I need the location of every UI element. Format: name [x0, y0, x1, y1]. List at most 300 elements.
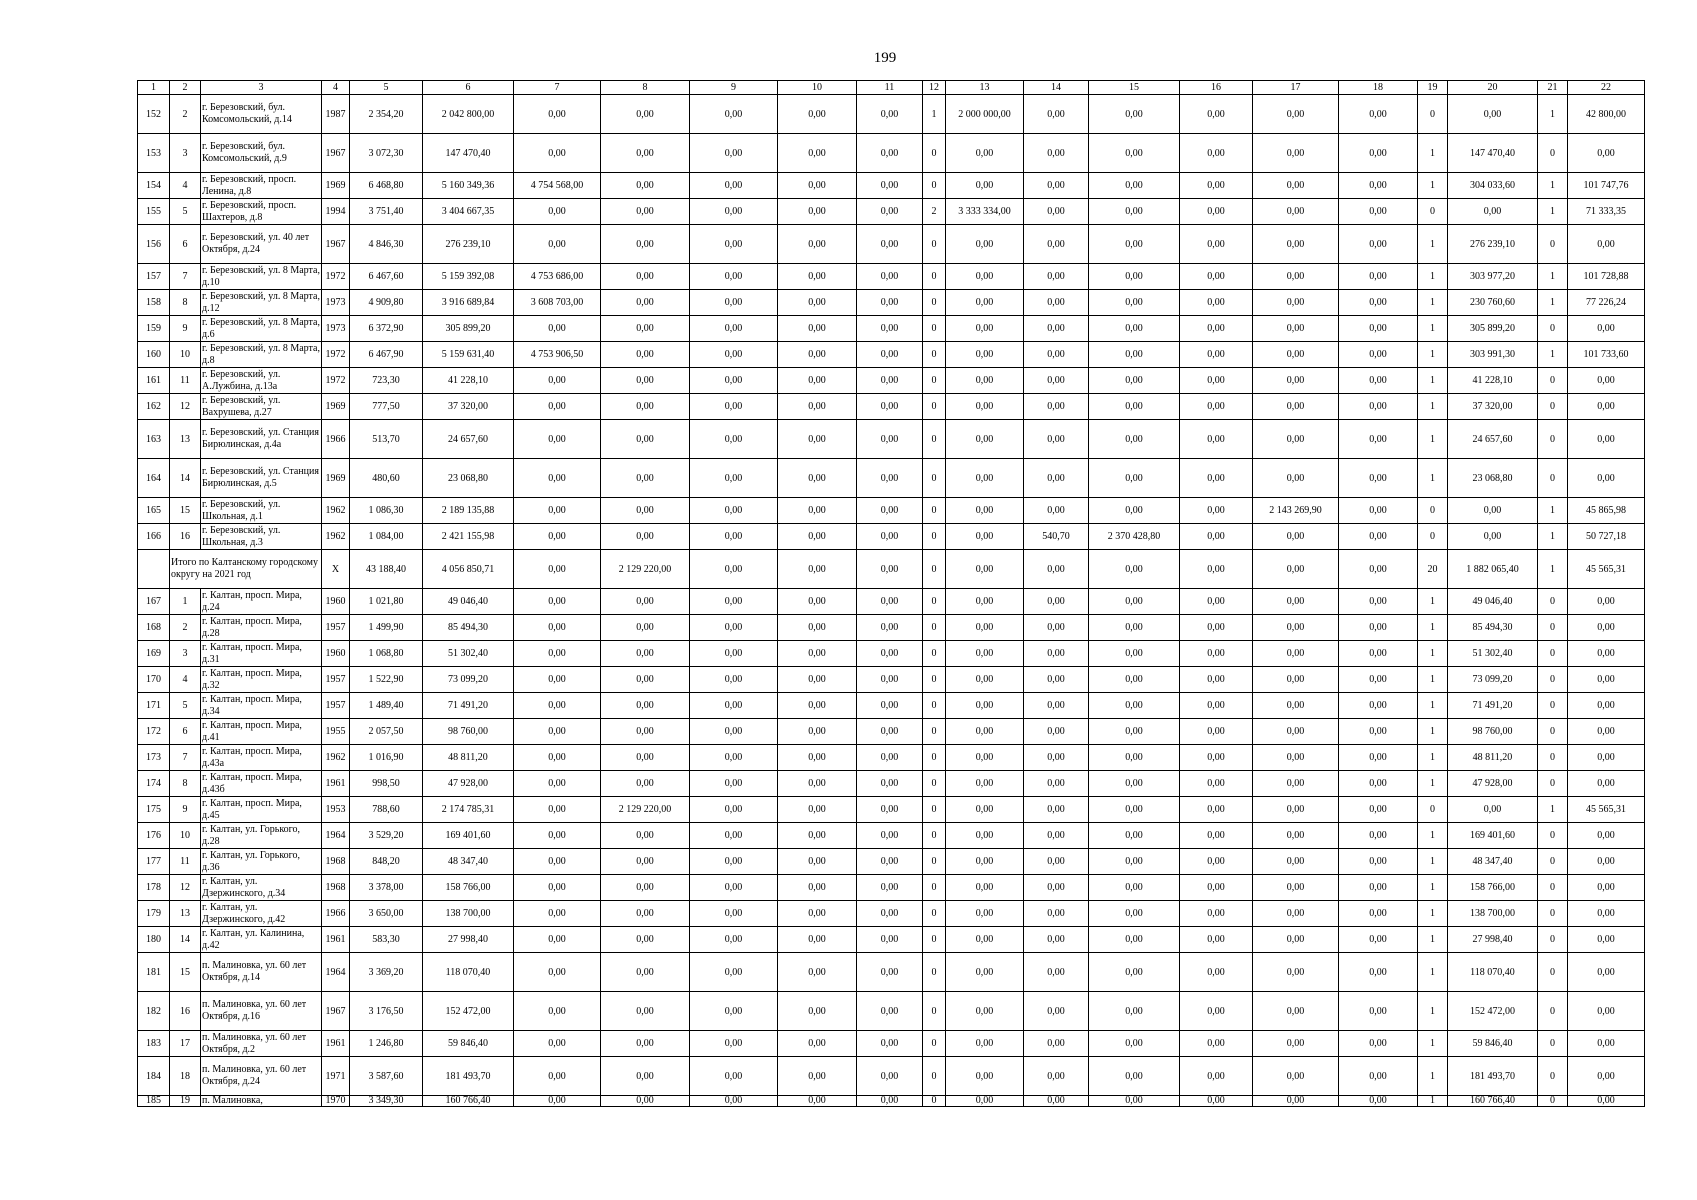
cell-col-1: 165: [138, 498, 170, 524]
cell-col-19: 1: [1418, 875, 1448, 901]
cell-col-10: 0,00: [778, 420, 857, 459]
cell-col-11: 0,00: [857, 199, 923, 225]
cell-col-1: [138, 550, 170, 589]
cell-col-9: 0,00: [690, 927, 778, 953]
total-label: Итого по Калтанскому городскому округу на 2021 год: [170, 550, 322, 589]
cell-col-18: 0,00: [1339, 667, 1418, 693]
cell-col-7: 0,00: [514, 316, 601, 342]
cell-col-21: 0: [1538, 1057, 1568, 1096]
cell-col-19: 1: [1418, 849, 1448, 875]
cell-col-20: 0,00: [1448, 797, 1538, 823]
cell-col-4: 1962: [322, 745, 350, 771]
cell-col-15: 0,00: [1089, 745, 1180, 771]
cell-col-22: 0,00: [1568, 667, 1645, 693]
cell-col-22: 71 333,35: [1568, 199, 1645, 225]
cell-col-16: 0,00: [1180, 589, 1253, 615]
address-cell: г. Березовский, просп. Шахтеров, д.8: [201, 199, 322, 225]
cell-col-21: 1: [1538, 498, 1568, 524]
cell-col-8: 0,00: [601, 199, 690, 225]
cell-col-5: 2 354,20: [350, 95, 423, 134]
cell-col-11: 0,00: [857, 901, 923, 927]
cell-col-2: 18: [170, 1057, 201, 1096]
cell-col-1: 157: [138, 264, 170, 290]
cell-col-6: 98 760,00: [423, 719, 514, 745]
cell-col-12: 0: [923, 394, 946, 420]
cell-col-8: 0,00: [601, 823, 690, 849]
cell-col-17: 0,00: [1253, 134, 1339, 173]
cell-col-14: 0,00: [1024, 823, 1089, 849]
cell-col-6: 71 491,20: [423, 693, 514, 719]
cell-col-18: 0,00: [1339, 498, 1418, 524]
cell-col-14: 0,00: [1024, 719, 1089, 745]
cell-col-18: 0,00: [1339, 368, 1418, 394]
cell-col-21: 0: [1538, 641, 1568, 667]
cell-col-10: 0,00: [778, 771, 857, 797]
cell-col-5: 513,70: [350, 420, 423, 459]
cell-col-4: 1964: [322, 953, 350, 992]
cell-col-4: 1957: [322, 615, 350, 641]
cell-col-17: 0,00: [1253, 524, 1339, 550]
cell-col-22: 45 565,31: [1568, 550, 1645, 589]
cell-col-5: 3 072,30: [350, 134, 423, 173]
cell-col-16: 0,00: [1180, 823, 1253, 849]
address-cell: г. Калтан, просп. Мира, д.41: [201, 719, 322, 745]
cell-col-7: 0,00: [514, 498, 601, 524]
cell-col-17: 2 143 269,90: [1253, 498, 1339, 524]
cell-col-8: 0,00: [601, 953, 690, 992]
cell-col-13: 0,00: [946, 498, 1024, 524]
table-row: [138, 1096, 1645, 1107]
address-cell: г. Калтан, просп. Мира, д.34: [201, 693, 322, 719]
cell-col-21: 0: [1538, 1096, 1568, 1107]
cell-col-2: 11: [170, 368, 201, 394]
cell-col-18: 0,00: [1339, 823, 1418, 849]
cell-col-21: 0: [1538, 316, 1568, 342]
address-cell: г. Березовский, ул. Станция Бирюлинская, д.5: [201, 459, 322, 498]
table-row: [138, 667, 1645, 693]
cell-col-22: 0,00: [1568, 134, 1645, 173]
cell-col-8: 0,00: [601, 1031, 690, 1057]
table-body: [138, 95, 1645, 1107]
cell-col-16: 0,00: [1180, 927, 1253, 953]
cell-col-16: 0,00: [1180, 615, 1253, 641]
table-row: [138, 992, 1645, 1031]
cell-col-2: 1: [170, 589, 201, 615]
cell-col-16: 0,00: [1180, 1057, 1253, 1096]
cell-col-7: 0,00: [514, 368, 601, 394]
cell-col-20: 73 099,20: [1448, 667, 1538, 693]
cell-col-21: 0: [1538, 134, 1568, 173]
cell-col-21: 1: [1538, 173, 1568, 199]
address-cell: г. Калтан, ул. Дзержинского, д.34: [201, 875, 322, 901]
cell-col-21: 1: [1538, 342, 1568, 368]
cell-col-2: 2: [170, 95, 201, 134]
column-header-18: 18: [1339, 81, 1418, 95]
cell-col-6: 160 766,40: [423, 1096, 514, 1107]
cell-col-12: 0: [923, 498, 946, 524]
cell-col-16: 0,00: [1180, 641, 1253, 667]
cell-col-8: 0,00: [601, 719, 690, 745]
cell-col-7: 0,00: [514, 875, 601, 901]
column-header-2: 2: [170, 81, 201, 95]
cell-col-8: 0,00: [601, 589, 690, 615]
cell-col-12: 0: [923, 745, 946, 771]
cell-col-2: 9: [170, 797, 201, 823]
cell-col-14: 0,00: [1024, 95, 1089, 134]
cell-col-19: 1: [1418, 992, 1448, 1031]
cell-col-14: 0,00: [1024, 641, 1089, 667]
cell-col-16: 0,00: [1180, 875, 1253, 901]
address-cell: г. Березовский, ул. Вахрушева, д.27: [201, 394, 322, 420]
cell-col-1: 175: [138, 797, 170, 823]
cell-col-10: 0,00: [778, 524, 857, 550]
cell-col-11: 0,00: [857, 1096, 923, 1107]
cell-col-18: 0,00: [1339, 342, 1418, 368]
cell-col-20: 181 493,70: [1448, 1057, 1538, 1096]
column-header-1: 1: [138, 81, 170, 95]
cell-col-13: 0,00: [946, 641, 1024, 667]
cell-col-8: 0,00: [601, 420, 690, 459]
table-row: [138, 498, 1645, 524]
cell-col-5: 998,50: [350, 771, 423, 797]
cell-col-7: 0,00: [514, 1096, 601, 1107]
cell-col-11: 0,00: [857, 134, 923, 173]
cell-col-19: 1: [1418, 719, 1448, 745]
cell-col-22: 0,00: [1568, 316, 1645, 342]
cell-col-9: 0,00: [690, 134, 778, 173]
cell-col-6: 3 916 689,84: [423, 290, 514, 316]
cell-col-10: 0,00: [778, 901, 857, 927]
cell-col-11: 0,00: [857, 875, 923, 901]
cell-col-8: 0,00: [601, 641, 690, 667]
cell-col-18: 0,00: [1339, 615, 1418, 641]
cell-col-6: 2 421 155,98: [423, 524, 514, 550]
cell-col-6: 4 056 850,71: [423, 550, 514, 589]
cell-col-18: 0,00: [1339, 1031, 1418, 1057]
cell-col-4: 1967: [322, 134, 350, 173]
cell-col-10: 0,00: [778, 173, 857, 199]
cell-col-10: 0,00: [778, 368, 857, 394]
cell-col-10: 0,00: [778, 1031, 857, 1057]
cell-col-2: 7: [170, 264, 201, 290]
cell-col-13: 0,00: [946, 771, 1024, 797]
cell-col-9: 0,00: [690, 797, 778, 823]
column-header-9: 9: [690, 81, 778, 95]
cell-col-15: 0,00: [1089, 953, 1180, 992]
cell-col-5: 3 378,00: [350, 875, 423, 901]
cell-col-12: 0: [923, 615, 946, 641]
cell-col-4: 1972: [322, 342, 350, 368]
cell-col-8: 0,00: [601, 264, 690, 290]
cell-col-18: 0,00: [1339, 953, 1418, 992]
cell-col-7: 0,00: [514, 719, 601, 745]
cell-col-2: 14: [170, 927, 201, 953]
cell-col-9: 0,00: [690, 420, 778, 459]
cell-col-8: 2 129 220,00: [601, 550, 690, 589]
table-row: [138, 134, 1645, 173]
cell-col-7: 0,00: [514, 797, 601, 823]
housing-registry-table: [137, 80, 1645, 1107]
table-row: [138, 615, 1645, 641]
cell-col-16: 0,00: [1180, 992, 1253, 1031]
cell-col-14: 0,00: [1024, 199, 1089, 225]
cell-col-13: 0,00: [946, 368, 1024, 394]
cell-col-6: 85 494,30: [423, 615, 514, 641]
cell-col-19: 1: [1418, 953, 1448, 992]
cell-col-6: 37 320,00: [423, 394, 514, 420]
column-header-22: 22: [1568, 81, 1645, 95]
cell-col-12: 0: [923, 641, 946, 667]
cell-col-13: 0,00: [946, 992, 1024, 1031]
cell-col-7: 0,00: [514, 1057, 601, 1096]
cell-col-17: 0,00: [1253, 667, 1339, 693]
cell-col-22: 77 226,24: [1568, 290, 1645, 316]
cell-col-20: 303 991,30: [1448, 342, 1538, 368]
cell-col-2: 11: [170, 849, 201, 875]
cell-col-13: 3 333 334,00: [946, 199, 1024, 225]
address-cell: г. Калтан, просп. Мира, д.31: [201, 641, 322, 667]
cell-col-8: 0,00: [601, 134, 690, 173]
cell-col-9: 0,00: [690, 225, 778, 264]
cell-col-19: 1: [1418, 693, 1448, 719]
column-header-7: 7: [514, 81, 601, 95]
cell-col-13: 0,00: [946, 1031, 1024, 1057]
cell-col-18: 0,00: [1339, 1096, 1418, 1107]
cell-col-9: 0,00: [690, 173, 778, 199]
cell-col-20: 23 068,80: [1448, 459, 1538, 498]
cell-col-7: 4 753 906,50: [514, 342, 601, 368]
cell-col-9: 0,00: [690, 342, 778, 368]
cell-col-15: 0,00: [1089, 719, 1180, 745]
cell-col-8: 0,00: [601, 394, 690, 420]
cell-col-10: 0,00: [778, 797, 857, 823]
cell-col-1: 154: [138, 173, 170, 199]
cell-col-17: 0,00: [1253, 394, 1339, 420]
cell-col-10: 0,00: [778, 550, 857, 589]
cell-col-22: 0,00: [1568, 459, 1645, 498]
cell-col-22: 45 565,31: [1568, 797, 1645, 823]
cell-col-13: 0,00: [946, 225, 1024, 264]
cell-col-1: 181: [138, 953, 170, 992]
cell-col-6: 49 046,40: [423, 589, 514, 615]
cell-col-9: 0,00: [690, 771, 778, 797]
cell-col-16: 0,00: [1180, 459, 1253, 498]
cell-col-16: 0,00: [1180, 173, 1253, 199]
cell-col-6: 138 700,00: [423, 901, 514, 927]
cell-col-6: 181 493,70: [423, 1057, 514, 1096]
cell-col-7: 0,00: [514, 745, 601, 771]
cell-col-7: 0,00: [514, 927, 601, 953]
cell-col-18: 0,00: [1339, 927, 1418, 953]
address-cell: г. Березовский, ул. 8 Марта, д.10: [202, 264, 320, 288]
cell-col-11: 0,00: [857, 615, 923, 641]
cell-col-17: 0,00: [1253, 771, 1339, 797]
cell-col-9: 0,00: [690, 823, 778, 849]
cell-col-1: 173: [138, 745, 170, 771]
cell-col-11: 0,00: [857, 745, 923, 771]
cell-col-14: 0,00: [1024, 498, 1089, 524]
cell-col-12: 0: [923, 667, 946, 693]
cell-col-10: 0,00: [778, 615, 857, 641]
cell-col-9: 0,00: [690, 667, 778, 693]
cell-col-2: 3: [170, 641, 201, 667]
cell-col-14: 0,00: [1024, 849, 1089, 875]
cell-col-13: 0,00: [946, 953, 1024, 992]
table-row: [138, 290, 1645, 316]
cell-col-16: 0,00: [1180, 420, 1253, 459]
cell-col-20: 0,00: [1448, 199, 1538, 225]
cell-col-19: 1: [1418, 342, 1448, 368]
table-row: [138, 849, 1645, 875]
cell-col-19: 1: [1418, 667, 1448, 693]
cell-col-1: 161: [138, 368, 170, 394]
cell-col-13: 0,00: [946, 1057, 1024, 1096]
cell-col-5: 3 587,60: [350, 1057, 423, 1096]
cell-col-5: 43 188,40: [350, 550, 423, 589]
cell-col-15: 0,00: [1089, 420, 1180, 459]
cell-col-13: 0,00: [946, 420, 1024, 459]
cell-col-4: 1994: [322, 199, 350, 225]
cell-col-4: 1973: [322, 316, 350, 342]
cell-col-22: 50 727,18: [1568, 524, 1645, 550]
cell-col-6: 147 470,40: [423, 134, 514, 173]
cell-col-4: 1962: [322, 498, 350, 524]
cell-col-2: 8: [170, 290, 201, 316]
cell-col-15: 0,00: [1089, 394, 1180, 420]
cell-col-5: 1 016,90: [350, 745, 423, 771]
cell-col-7: 0,00: [514, 693, 601, 719]
cell-col-17: 0,00: [1253, 173, 1339, 199]
cell-col-7: 4 754 568,00: [514, 173, 601, 199]
column-header-4: 4: [322, 81, 350, 95]
cell-col-12: 0: [923, 459, 946, 498]
cell-col-20: 59 846,40: [1448, 1031, 1538, 1057]
column-header-21: 21: [1538, 81, 1568, 95]
cell-col-20: 230 760,60: [1448, 290, 1538, 316]
cell-col-10: 0,00: [778, 693, 857, 719]
cell-col-16: 0,00: [1180, 342, 1253, 368]
cell-col-20: 0,00: [1448, 95, 1538, 134]
cell-col-9: 0,00: [690, 316, 778, 342]
cell-col-19: 1: [1418, 316, 1448, 342]
cell-col-10: 0,00: [778, 498, 857, 524]
table-row: [138, 927, 1645, 953]
cell-col-20: 71 491,20: [1448, 693, 1538, 719]
cell-col-6: 41 228,10: [423, 368, 514, 394]
cell-col-22: 0,00: [1568, 1031, 1645, 1057]
cell-col-5: 6 467,60: [350, 264, 423, 290]
cell-col-16: 0,00: [1180, 953, 1253, 992]
table-row: [138, 173, 1645, 199]
cell-col-10: 0,00: [778, 394, 857, 420]
cell-col-2: 19: [170, 1096, 201, 1107]
cell-col-18: 0,00: [1339, 524, 1418, 550]
cell-col-7: 0,00: [514, 992, 601, 1031]
cell-col-22: 0,00: [1568, 901, 1645, 927]
cell-col-8: 0,00: [601, 316, 690, 342]
cell-col-22: 0,00: [1568, 1057, 1645, 1096]
cell-col-8: 0,00: [601, 173, 690, 199]
cell-col-21: 0: [1538, 992, 1568, 1031]
cell-col-12: 1: [923, 95, 946, 134]
cell-col-17: 0,00: [1253, 901, 1339, 927]
cell-col-2: 10: [170, 823, 201, 849]
cell-col-9: 0,00: [690, 875, 778, 901]
cell-col-6: 59 846,40: [423, 1031, 514, 1057]
cell-col-1: 153: [138, 134, 170, 173]
cell-col-21: 0: [1538, 771, 1568, 797]
cell-col-5: 6 468,80: [350, 173, 423, 199]
cell-col-1: 166: [138, 524, 170, 550]
cell-col-15: 0,00: [1089, 589, 1180, 615]
cell-col-11: 0,00: [857, 225, 923, 264]
cell-col-14: 0,00: [1024, 771, 1089, 797]
cell-col-17: 0,00: [1253, 719, 1339, 745]
cell-col-5: 4 909,80: [350, 290, 423, 316]
cell-col-11: 0,00: [857, 342, 923, 368]
cell-col-15: 0,00: [1089, 849, 1180, 875]
cell-col-8: 0,00: [601, 849, 690, 875]
total-row: [138, 550, 1645, 589]
cell-col-11: 0,00: [857, 823, 923, 849]
cell-col-12: 0: [923, 264, 946, 290]
cell-col-16: 0,00: [1180, 95, 1253, 134]
cell-col-12: 0: [923, 1031, 946, 1057]
cell-col-7: 0,00: [514, 1031, 601, 1057]
cell-col-6: 27 998,40: [423, 927, 514, 953]
cell-col-12: 0: [923, 290, 946, 316]
cell-col-11: 0,00: [857, 264, 923, 290]
cell-col-4: 1972: [322, 264, 350, 290]
cell-col-21: 0: [1538, 368, 1568, 394]
cell-col-14: 0,00: [1024, 420, 1089, 459]
cell-col-20: 0,00: [1448, 524, 1538, 550]
cell-col-8: 0,00: [601, 745, 690, 771]
address-cell: г. Березовский, ул. А.Лужбина, д.13а: [201, 368, 322, 394]
cell-col-15: 2 370 428,80: [1089, 524, 1180, 550]
cell-col-2: 16: [170, 992, 201, 1031]
cell-col-21: 0: [1538, 667, 1568, 693]
cell-col-16: 0,00: [1180, 199, 1253, 225]
cell-col-10: 0,00: [778, 459, 857, 498]
address-cell: г. Березовский, бул. Комсомольский, д.9: [201, 134, 322, 173]
cell-col-19: 0: [1418, 498, 1448, 524]
cell-col-19: 1: [1418, 134, 1448, 173]
cell-col-12: 0: [923, 693, 946, 719]
table-row: [138, 771, 1645, 797]
cell-col-6: 169 401,60: [423, 823, 514, 849]
cell-col-13: 0,00: [946, 719, 1024, 745]
cell-col-12: 0: [923, 368, 946, 394]
cell-col-5: 777,50: [350, 394, 423, 420]
cell-col-2: 13: [170, 901, 201, 927]
cell-col-22: 0,00: [1568, 875, 1645, 901]
cell-col-13: 0,00: [946, 901, 1024, 927]
column-header-13: 13: [946, 81, 1024, 95]
cell-col-22: 0,00: [1568, 719, 1645, 745]
address-cell: г. Калтан, ул. Горького, д.36: [201, 849, 322, 875]
cell-col-11: 0,00: [857, 173, 923, 199]
address-cell: г. Калтан, просп. Мира, д.28: [201, 615, 322, 641]
cell-col-21: 1: [1538, 95, 1568, 134]
cell-col-13: 0,00: [946, 290, 1024, 316]
cell-col-11: 0,00: [857, 524, 923, 550]
cell-col-10: 0,00: [778, 1096, 857, 1107]
cell-col-1: 178: [138, 875, 170, 901]
cell-col-9: 0,00: [690, 953, 778, 992]
cell-col-13: 0,00: [946, 134, 1024, 173]
cell-col-16: 0,00: [1180, 524, 1253, 550]
